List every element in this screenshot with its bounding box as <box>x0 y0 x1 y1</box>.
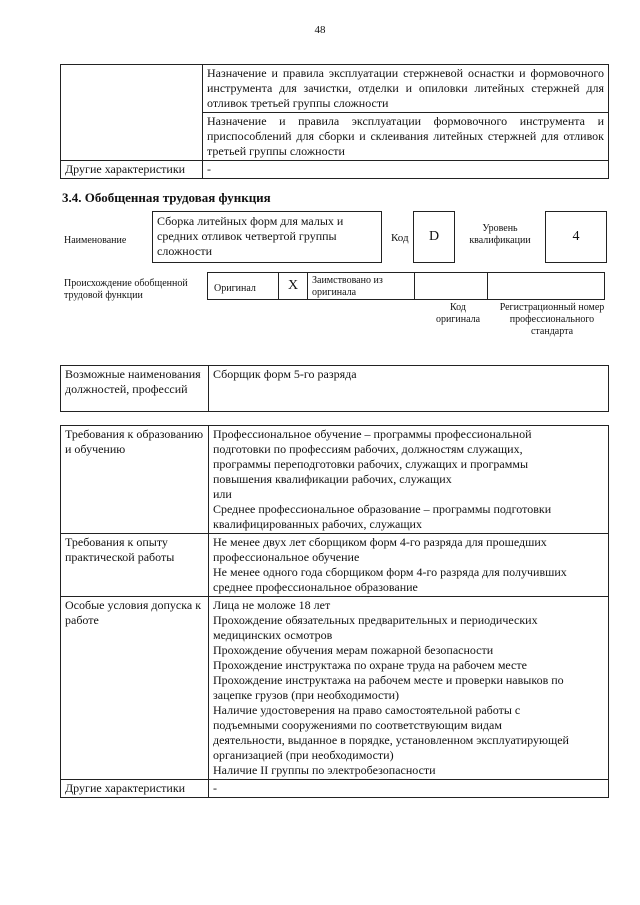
text-line: среднее профессиональное образование <box>213 580 418 594</box>
text-line: Прохождение инструктажа на рабочем месте и проверки навыков по <box>213 673 564 687</box>
text-line: квалифицированных рабочих, служащих <box>213 517 422 531</box>
experience-value <box>209 534 609 597</box>
table-row <box>61 780 609 798</box>
text-line: подъемными сооружениями по соответствующим видам <box>213 718 502 732</box>
qualification-level-box: 4 <box>545 211 607 263</box>
text-line: программы переподготовки рабочих, служащих и программы <box>213 457 528 471</box>
text-line: деятельности, выданное в порядке, установленном эксплуатирующей <box>213 733 569 747</box>
empty-cell <box>61 65 203 161</box>
qualification-level-label: Уровень квалификации <box>469 223 531 246</box>
name-label: Наименование <box>64 235 127 246</box>
reg-number-cell <box>487 272 605 300</box>
borrowed-label: Заимствовано из оригинала <box>307 272 415 300</box>
text-line: Прохождение обязательных предварительных и периодических <box>213 613 538 627</box>
table-row <box>61 597 609 780</box>
text-line: Не менее одного года сборщиком форм 4-го разряда для получивших <box>213 565 567 579</box>
text-line: медицинских осмотров <box>213 628 333 642</box>
other-characteristics-label: Другие характеристики <box>61 161 203 179</box>
origin-label: Происхождение обобщенной трудовой функции <box>64 278 188 301</box>
text-line: подготовки по профессиям рабочих, должностям служащих, <box>213 442 523 456</box>
page-number: 48 <box>314 24 326 36</box>
code-box: D <box>413 211 455 263</box>
text-line: зацепке грузов (при необходимости) <box>213 688 400 702</box>
text-line: Профессиональное обучение – программы профессиональной <box>213 427 532 441</box>
text-line: Наличие II группы по электробезопасности <box>213 763 436 777</box>
text-line: Наличие удостоверения на право самостоятельной работы с <box>213 703 521 717</box>
table-row <box>61 426 609 534</box>
admission-conditions-value <box>209 597 609 780</box>
original-label: Оригинал <box>207 272 279 300</box>
text-line: Прохождение обучения мерам пожарной безопасности <box>213 643 494 657</box>
text-line: или <box>213 487 232 501</box>
other-characteristics-label: Другие характеристики <box>61 780 209 798</box>
text-line: - <box>213 781 217 795</box>
positions-label: Возможные наименования должностей, профессий <box>61 366 209 412</box>
education-label: Требования к образованию и обучению <box>61 426 209 534</box>
table-row <box>61 65 609 113</box>
text-line: Не менее двух лет сборщиком форм 4-го разряда для прошедших <box>213 535 547 549</box>
admission-conditions-label: Особые условия допуска к работе <box>61 597 209 780</box>
text-line: повышения квалификации рабочих, служащих <box>213 472 452 486</box>
table-row <box>61 366 609 412</box>
reg-number-label: Регистрационный номер профессионального стандарта <box>499 302 605 337</box>
section-title: 3.4. Обобщенная трудовая функция <box>62 190 271 205</box>
table-row <box>61 161 609 179</box>
code-label: Код <box>391 232 409 244</box>
text-line: Лица не моложе 18 лет <box>213 598 331 612</box>
other-characteristics-value <box>209 780 609 798</box>
education-value <box>209 426 609 534</box>
text-line: Среднее профессиональное образование – программы подготовки <box>213 502 552 516</box>
function-name-box: Сборка литейных форм для малых и средних отливок четвертой группы сложности <box>152 211 382 263</box>
requirements-table <box>60 425 609 798</box>
code-original-label: Код оригинала <box>435 302 481 325</box>
text-line: профессиональное обучение <box>213 550 360 564</box>
experience-label: Требования к опыту практической работы <box>61 534 209 597</box>
text-line: Прохождение инструктажа по охране труда на рабочем месте <box>213 658 527 672</box>
knowledge-table <box>60 64 609 179</box>
positions-value: Сборщик форм 5-го разряда <box>209 366 609 412</box>
positions-table <box>60 365 609 412</box>
text-line: организацией (при необходимости) <box>213 748 394 762</box>
knowledge-item: Назначение и правила эксплуатации стержневой оснастки и формовочного инструмента для зачистки, отделки и опиловки литейных стержней для отливок третьей группы сложности <box>203 65 609 113</box>
original-mark: X <box>278 272 308 300</box>
origin-row <box>208 272 608 300</box>
table-row <box>61 534 609 597</box>
original-code-cell <box>414 272 488 300</box>
knowledge-item: Назначение и правила эксплуатации формовочного инструмента и приспособлений для сборки и склеивания литейных стержней для отливок третьей группы сложности <box>203 113 609 161</box>
other-characteristics-value: - <box>203 161 609 179</box>
